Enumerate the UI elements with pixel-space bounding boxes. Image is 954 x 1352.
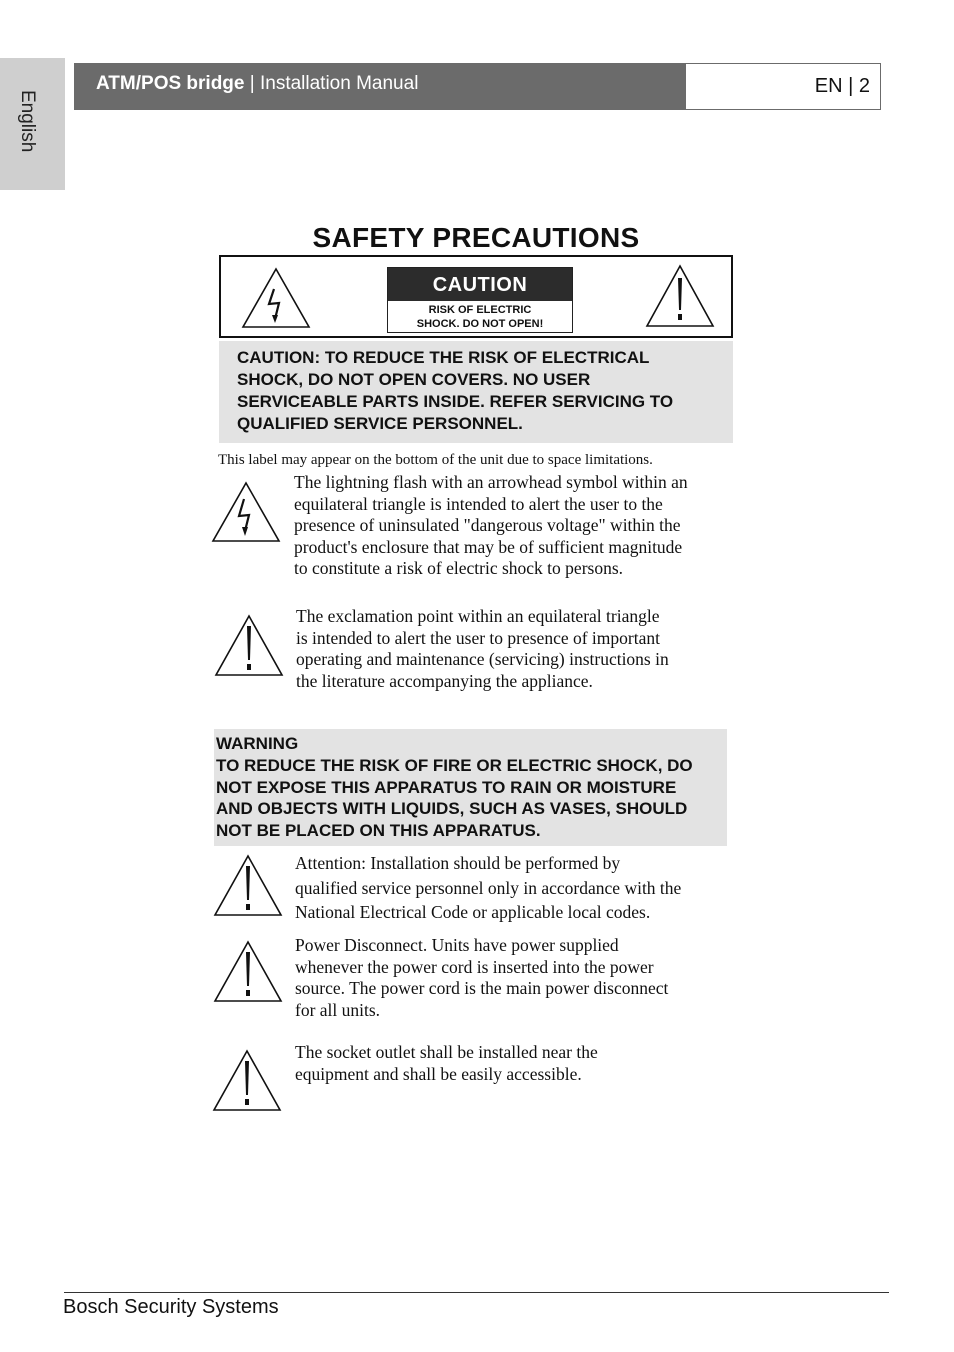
warning-heading: WARNING xyxy=(216,734,299,753)
caution-line: QUALIFIED SERVICE PERSONNEL. xyxy=(237,414,523,433)
lightning-triangle-icon xyxy=(241,267,311,329)
caution-badge-line: RISK OF ELECTRIC xyxy=(428,304,532,316)
doc-type: Installation Manual xyxy=(259,73,419,94)
paragraph-line: is intended to alert the user to presence of important xyxy=(296,627,660,648)
page-number: EN | 2 xyxy=(814,75,870,97)
warning-notice xyxy=(214,729,727,846)
language-tab xyxy=(0,58,65,190)
caution-line: SHOCK, DO NOT OPEN COVERS. NO USER xyxy=(237,370,591,389)
product-name: ATM/POS bridge xyxy=(96,73,245,94)
warning-line: NOT EXPOSE THIS APPARATUS TO RAIN OR MOISTURE xyxy=(216,777,677,797)
attention-notice xyxy=(295,851,681,925)
caution-label xyxy=(219,255,733,338)
paragraph-line: equilateral triangle is intended to alert the user to the xyxy=(294,493,663,514)
header-title xyxy=(96,73,418,95)
paragraph-line: operating and maintenance (servicing) instructions in xyxy=(296,649,669,670)
socket-outlet-notice xyxy=(295,1042,598,1085)
header-separator: | xyxy=(244,73,260,94)
lightning-description xyxy=(294,472,688,580)
paragraph-line: source. The power cord is the main power disconnect xyxy=(295,978,669,999)
paragraph-line: National Electrical Code or applicable local codes. xyxy=(295,902,651,923)
caution-badge-line: SHOCK. DO NOT OPEN! xyxy=(416,318,544,330)
paragraph-line: presence of uninsulated "dangerous voltage" within the xyxy=(294,515,681,536)
exclamation-triangle-icon xyxy=(213,854,283,917)
caution-badge-subtext xyxy=(388,301,572,331)
paragraph-line: Power Disconnect. Units have power supplied xyxy=(295,935,619,955)
footer-divider xyxy=(64,1292,889,1293)
page-number-box xyxy=(685,63,881,110)
footer-company: Bosch Security Systems xyxy=(63,1296,279,1318)
page-header xyxy=(74,63,686,110)
paragraph-line: the literature accompanying the appliance. xyxy=(296,670,593,691)
exclamation-description xyxy=(296,606,669,692)
paragraph-line: The lightning flash with an arrowhead symbol within an xyxy=(294,472,688,492)
paragraph-line: The exclamation point within an equilateral triangle xyxy=(296,606,660,626)
exclamation-triangle-icon xyxy=(213,940,283,1003)
caution-line: SERVICEABLE PARTS INSIDE. REFER SERVICING TO xyxy=(237,392,674,411)
caution-notice xyxy=(219,341,733,443)
power-disconnect-notice xyxy=(295,935,668,1021)
paragraph-line: qualified service personnel only in accordance with the xyxy=(295,877,682,898)
caution-badge xyxy=(387,267,573,333)
caution-line: CAUTION: TO REDUCE THE RISK OF ELECTRICAL xyxy=(237,348,650,367)
caution-badge-heading: CAUTION xyxy=(388,268,572,301)
warning-line: AND OBJECTS WITH LIQUIDS, SUCH AS VASES, SHOULD xyxy=(216,799,688,819)
warning-line: NOT BE PLACED ON THIS APPARATUS. xyxy=(216,821,541,841)
paragraph-line: equipment and shall be easily accessible. xyxy=(295,1063,582,1084)
lightning-triangle-icon xyxy=(211,481,281,543)
exclamation-triangle-icon xyxy=(212,1049,282,1112)
paragraph-line: Attention: Installation should be performed by xyxy=(295,853,621,873)
language-label: English xyxy=(17,90,38,153)
paragraph-line: whenever the power cord is inserted into the power xyxy=(295,956,654,977)
paragraph-line: The socket outlet shall be installed near the xyxy=(295,1042,598,1062)
exclamation-triangle-icon xyxy=(214,614,284,677)
page-title: SAFETY PRECAUTIONS xyxy=(312,222,640,253)
paragraph-line: product's enclosure that may be of sufficient magnitude xyxy=(294,536,683,557)
exclamation-triangle-icon xyxy=(645,264,715,328)
label-note: This label may appear on the bottom of the unit due to space limitations. xyxy=(218,452,653,468)
warning-line: TO REDUCE THE RISK OF FIRE OR ELECTRIC SHOCK, DO xyxy=(216,755,693,775)
paragraph-line: to constitute a risk of electric shock to persons. xyxy=(294,558,624,579)
paragraph-line: for all units. xyxy=(295,999,381,1020)
